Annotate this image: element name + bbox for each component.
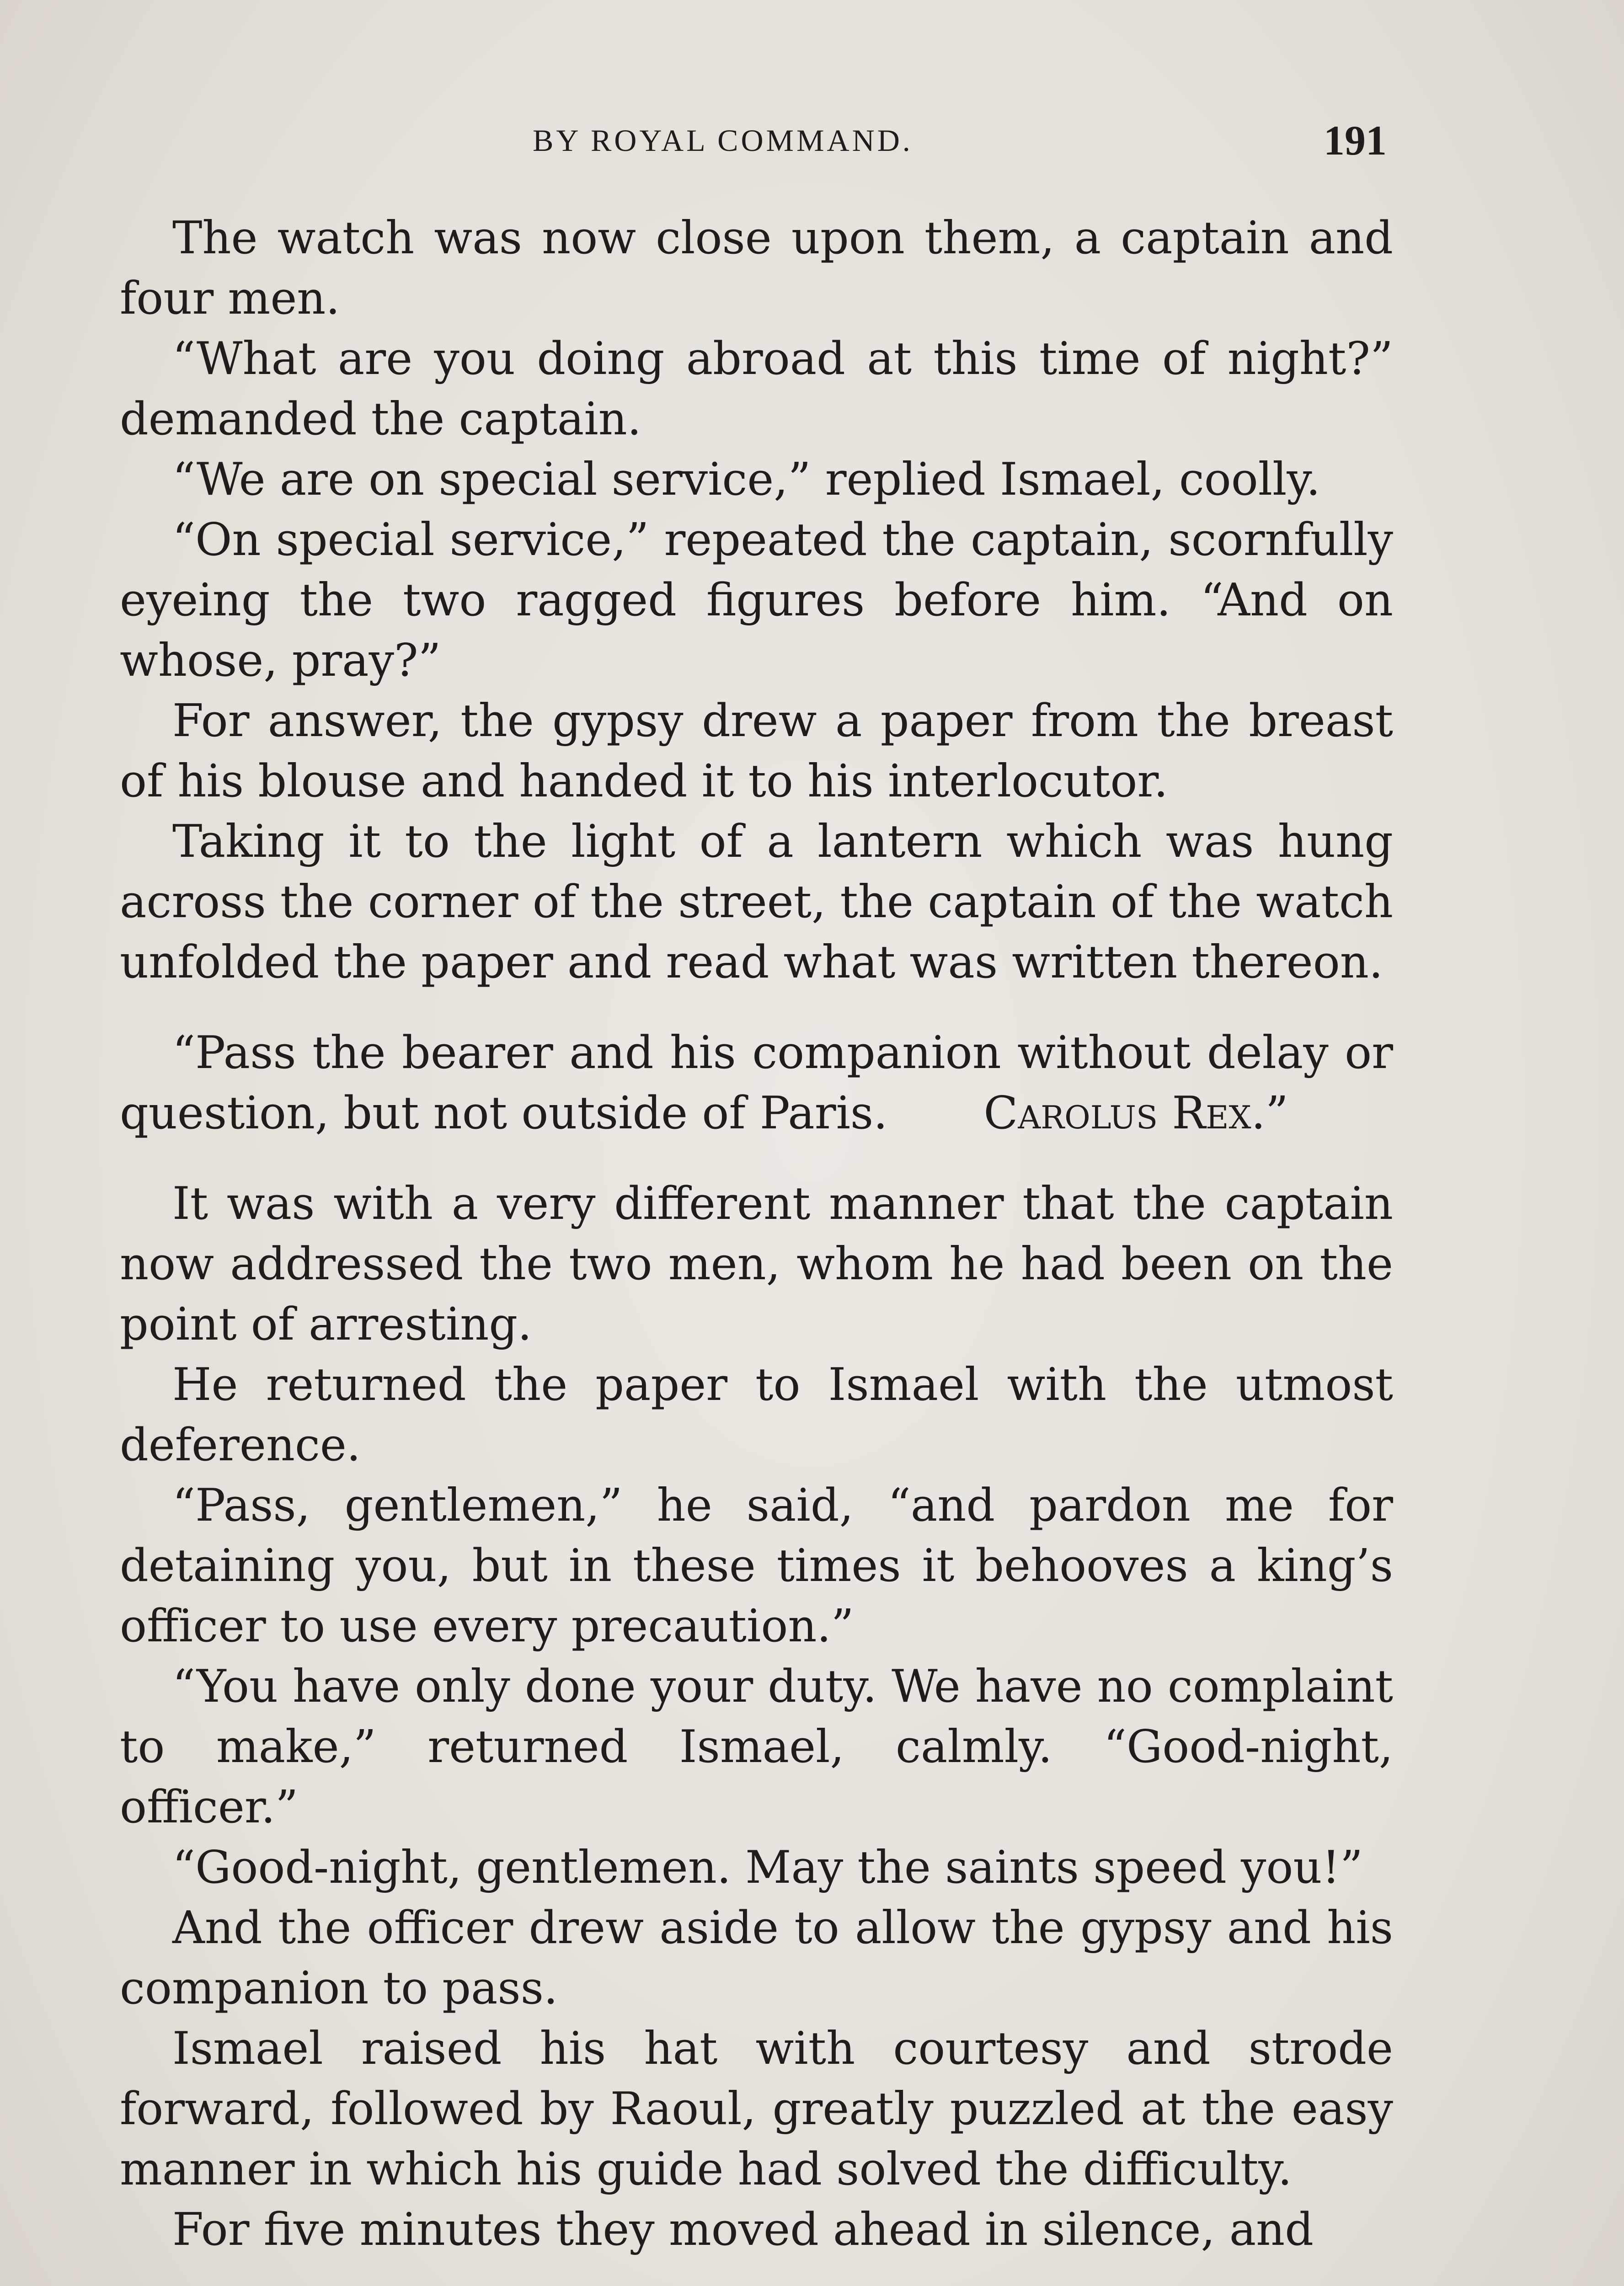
running-title: BY ROYAL COMMAND. [533,123,913,158]
paragraph: “We are on special service,” replied Ismael, coolly. [172,454,1320,506]
paragraph: “You have only done your duty. We have no complaint to make,” returned Ismael, calmly. “Good-night, officer.” [120,1661,1393,1833]
paragraph: Taking it to the light of a lantern which was hung across the corner of the street, the captain of the watch unfolded the paper and read what was written thereon. [120,816,1393,988]
paragraph: He returned the paper to Ismael with the utmost deference. [120,1359,1393,1471]
paragraph: For five minutes they moved ahead in silence, and [172,2204,1314,2256]
royal-order-text: “Pass the bearer and his companion without delay or question, but not outside of Paris. [120,1027,1393,1139]
body-text [120,208,1393,2260]
paragraph: For answer, the gypsy drew a paper from the breast of his blouse and handed it to his interlocutor. [120,695,1393,807]
paragraph: The watch was now close upon them, a captain and four men. [120,212,1393,325]
paragraph: “On special service,” repeated the captain, scornfully eyeing the two ragged figures before him. “And on whose, pray?” [120,514,1393,687]
paragraph: And the officer drew aside to allow the gypsy and his companion to pass. [120,1902,1393,2014]
paragraph: Ismael raised his hat with courtesy and strode forward, followed by Raoul, greatly puzzled at the easy manner in which his guide had solved the difficulty. [120,2023,1393,2195]
page-number: 191 [1324,117,1387,164]
royal-signature: Carolus Rex. [983,1087,1266,1139]
paragraph: “What are you doing abroad at this time of night?” demanded the captain. [120,333,1393,445]
paragraph: “Good-night, gentlemen. May the saints speed you!” [172,1842,1363,1894]
running-head [0,117,1624,164]
paragraph: “Pass, gentlemen,” he said, “and pardon me for detaining you, but in these times it behooves a king’s officer to use every precaution.” [120,1479,1393,1652]
paragraph: It was with a very different manner that the captain now addressed the two men, whom he had been on the point of arresting. [120,1178,1393,1351]
closing-quote: ” [1265,1087,1288,1139]
royal-order [120,1023,1393,1143]
